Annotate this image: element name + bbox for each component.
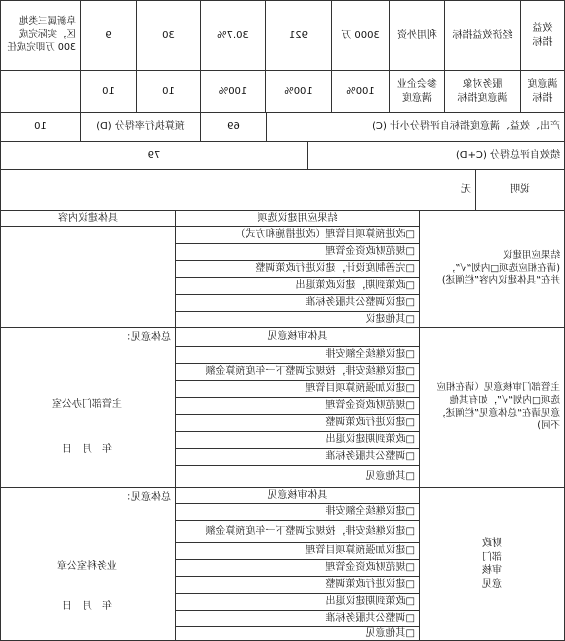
- finance-review-header: 具体审核意见: [175, 487, 420, 504]
- self-score: 9: [80, 0, 137, 71]
- dept-review-option[interactable]: □建议进行政策调整: [175, 414, 420, 432]
- dept-review-label: 主管部门审核意见（请在相应 选项□内划“√”，如有其他 意见请在“总体意见”栏阐述， 不同): [419, 327, 565, 488]
- notes-value: 无: [0, 169, 476, 211]
- indicator-category: 满意度 指标: [520, 70, 565, 113]
- deviation-reason: [0, 70, 81, 113]
- finance-sign-date: 年 月 日: [62, 601, 112, 613]
- subtotal-score: 69: [200, 112, 267, 142]
- deviation-reason: 阜新属三类地 区，实际完成 300 万即完成任: [0, 0, 81, 71]
- suggestion-options-header: 结果应用建议选项: [175, 210, 420, 227]
- total-score-label: 绩效自评总得分 (C+D): [307, 141, 565, 170]
- suggestion-label: 结果应用建议 (请在相应选项□内划“√”， 并在“具体建议内容”栏阐述): [419, 210, 565, 328]
- weight-score: 10: [136, 70, 201, 113]
- suggestion-content[interactable]: [0, 226, 176, 328]
- suggestion-option[interactable]: □改进预算项目管理（改进措施和方式）: [175, 226, 420, 244]
- self-score: 10: [80, 70, 137, 113]
- dept-review-header: 具体审核意见: [175, 327, 420, 347]
- suggestion-option[interactable]: □其他建议: [175, 311, 420, 328]
- finance-signer: 业务科室公章: [57, 561, 117, 573]
- indicator-name: 利用外资: [389, 0, 445, 71]
- dept-review-option[interactable]: □调整公共服务标准: [175, 448, 420, 466]
- indicator-category: 效益 指标: [520, 0, 565, 71]
- finance-review-option[interactable]: □建议加强预算项目管理: [175, 542, 420, 560]
- suggestion-content-header: 具体建议内容: [0, 210, 176, 227]
- weight-score: 30: [136, 0, 201, 71]
- finance-review-option[interactable]: □规范财政资金管理: [175, 559, 420, 577]
- finance-overall-label: 总体意见：: [121, 492, 171, 503]
- finance-review-option[interactable]: □建议继续全额安排: [175, 503, 420, 521]
- actual-value: 921: [265, 0, 332, 71]
- dept-review-option[interactable]: □规范财政资金管理: [175, 397, 420, 415]
- target-value: 100%: [331, 70, 390, 113]
- dept-review-option[interactable]: □其他意见: [175, 465, 420, 488]
- dept-review-option[interactable]: □政策到期建议退出: [175, 431, 420, 449]
- finance-review-label: 财政 部门 审核 意见: [419, 487, 565, 641]
- suggestion-option[interactable]: □完善制度设计，建议进行政策调整: [175, 260, 420, 278]
- finance-review-option[interactable]: □建议继续安排，按规定调整下一年度预算金额: [175, 520, 420, 543]
- dept-sign-date: 年 月 日: [62, 444, 112, 456]
- budget-rate-score: 10: [0, 112, 81, 142]
- actual-value: 100%: [265, 70, 332, 113]
- suggestion-option[interactable]: □规范财政资金管理: [175, 243, 420, 261]
- completion-rate: 100%: [200, 70, 266, 113]
- dept-signer: 主管部门办公室: [52, 399, 122, 411]
- subtotal-label: 产出、效益、满意度指标自评得分小计 (C): [266, 112, 565, 142]
- indicator-subcategory: 经济效益指标: [444, 0, 521, 71]
- dept-review-option[interactable]: □建议继续全额安排: [175, 346, 420, 364]
- indicator-subcategory: 服务对象 满意度指标: [444, 70, 521, 113]
- notes-label: 说明: [475, 169, 565, 211]
- suggestion-option[interactable]: □政策到期，建议政策退出: [175, 277, 420, 295]
- indicator-name: 参会企业 满意度: [389, 70, 445, 113]
- finance-review-option[interactable]: □建议进行政策调整: [175, 576, 420, 594]
- completion-rate: 30.7%: [200, 0, 266, 71]
- finance-review-option[interactable]: □调整公共服务标准: [175, 610, 420, 627]
- dept-review-option[interactable]: □建议继续安排，按规定调整下一年度预算金额: [175, 363, 420, 381]
- finance-review-option[interactable]: □政策到期建议退出: [175, 593, 420, 611]
- finance-review-option[interactable]: □其他意见: [175, 626, 420, 641]
- dept-review-option[interactable]: □建议加强预算项目管理: [175, 380, 420, 398]
- target-value: 3000 万: [331, 0, 390, 71]
- suggestion-option[interactable]: □建议调整公共服务标准: [175, 294, 420, 312]
- budget-rate-label: 预算执行率得分 (D): [80, 112, 201, 142]
- total-score-value: 79: [0, 141, 308, 170]
- dept-overall-label: 总体意见：: [121, 332, 171, 343]
